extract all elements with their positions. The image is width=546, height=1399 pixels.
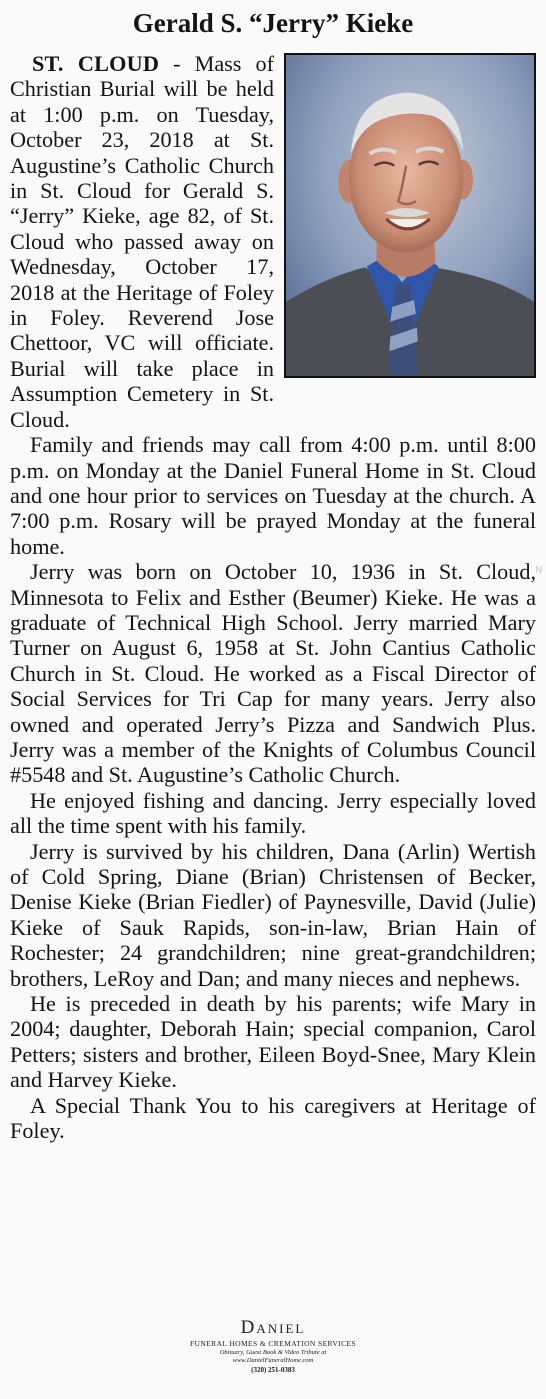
paragraph-hobbies: He enjoyed fishing and dancing. Jerry especially loved all the time spent with his family. [10, 787, 536, 839]
portrait-photo [284, 53, 536, 378]
obituary-title: Gerald S. “Jerry” Kieke [132, 8, 414, 38]
obituary-body [10, 51, 536, 1143]
paragraph-thanks: A Special Thank You to his caregivers at Heritage of Foley. [10, 1092, 536, 1144]
website-link[interactable]: www.DanielFuneralHome.com [232, 1357, 314, 1364]
paragraph-preceded: He is preceded in death by his parents; wife Mary in 2004; daughter, Deborah Hain; special companion, Carol Petters; sisters and brother, Eileen Boyd-Snee, Mary Klein and Harvey Kieke. [10, 991, 536, 1093]
paragraph-survivors: Jerry is survived by his children, Dana (Arlin) Wertish of Cold Spring, Diane (Brian) Christensen of Becker, Denise Kieke (Brian Fiedler) of Paynesville, David (Julie) Kieke of Sauk Rapids, son-in-law, Brian Hain of Rochester; 24 grandchildren; nine great-grandchildren; brothers, LeRoy and Dan; and many nieces and nephews. [10, 838, 536, 991]
paragraph-text: - Mass of Christian Burial will be held at 1:00 p.m. on Tuesday, October 23, 2018 at St. Augustine’s Catholic Church in St. Cloud for Gerald S. “Jerry” Kieke, age 82, of St. Cloud who passed away on Wednesday, October 17, 2018 at the Heritage of Foley in Foley. Reverend Jose Chettoor, VC will officiate. Burial will take place in Assumption Cemetery in St. Cloud. [10, 51, 274, 432]
watermark: N [535, 565, 543, 576]
tribute-text: Obituary, Guest Book & Video Tribute at [219, 1349, 327, 1356]
dateline: ST. CLOUD [32, 51, 160, 76]
logo-tagline: FUNERAL HOMES & CREMATION SERVICES [189, 1339, 357, 1348]
paragraph-biography: Jerry was born on October 10, 1936 in St. Cloud, Minnesota to Felix and Esther (Beumer) Kieke. He was a graduate of Technical High School. Jerry married Mary Turner on August 6, 1958 at St. John Cantius Catholic Church in St. Cloud. He worked as a Fiscal Director of Social Services for Tri Cap for many years. Jerry also owned and operated Jerry’s Pizza and Sandwich Plus. Jerry was a member of the Knights of Columbus Council #5548 and St. Augustine’s Catholic Church. [10, 559, 536, 788]
phone-number: (320) 251-0383 [251, 1366, 295, 1374]
logo-name: Daniel [240, 1317, 306, 1338]
portrait-icon [286, 55, 534, 376]
paragraph-visitation: Family and friends may call from 4:00 p.m. until 8:00 p.m. on Monday at the Daniel Funeral Home in St. Cloud and one hour prior to services on Tuesday at the church. A 7:00 p.m. Rosary will be prayed Monday at the funeral home. [10, 432, 536, 559]
funeral-home-logo [0, 1318, 546, 1375]
